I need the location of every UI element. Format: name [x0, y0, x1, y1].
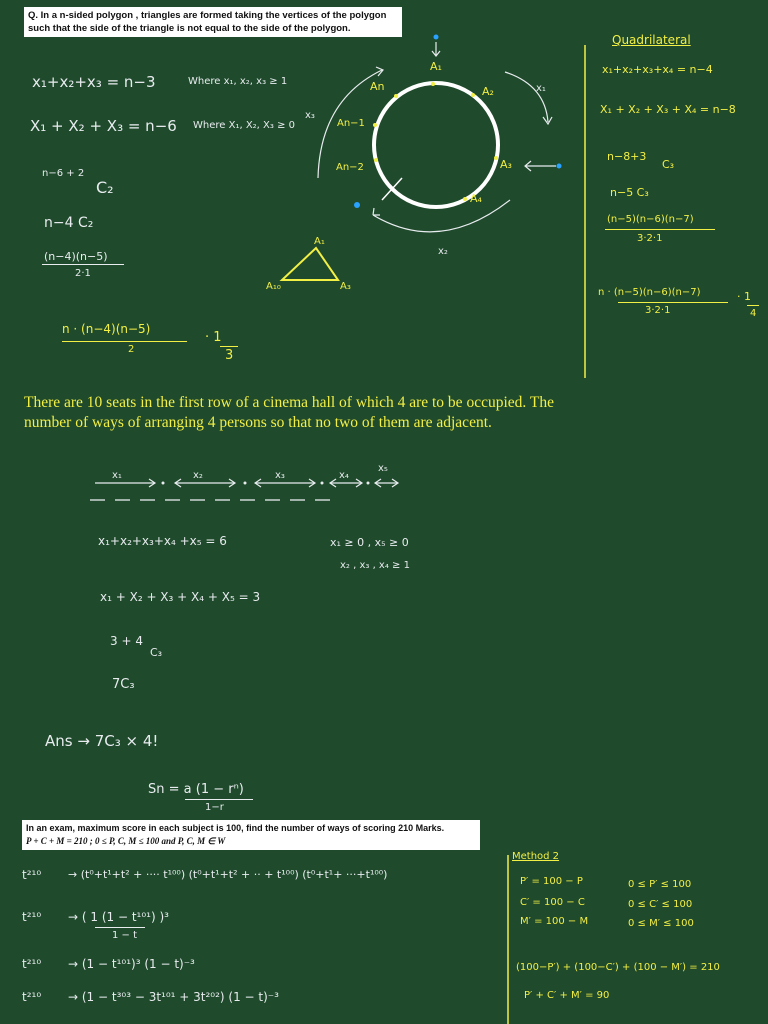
cinema-cond2: x₂ , x₃ , x₄ ≥ 1: [340, 560, 410, 571]
eq-final-den: 2: [128, 344, 135, 355]
label-a1: A₁: [430, 60, 442, 73]
exam-r2: → ( 1 (1 − t¹⁰¹) )³: [68, 910, 169, 924]
question-line-1: Q. In a n-sided polygon , triangles are formed taking the vertices of the polygon: [28, 10, 387, 21]
quad-eq5-num: (n−5)(n−6)(n−7): [607, 214, 694, 225]
exam-r2-line: [95, 927, 145, 928]
exam-r2-den: 1 − t: [112, 930, 138, 941]
sn-den: 1−r: [205, 802, 224, 813]
tri-label-a1: A₁: [314, 236, 325, 247]
gap-x3: x₃: [275, 470, 285, 481]
eq-frac-den: 2·1: [75, 268, 91, 279]
quad-eq6-mult: · 1: [737, 290, 751, 303]
eq-n6-plus-2: n−6 + 2: [42, 168, 85, 179]
exam-r4-lhs: t²¹⁰: [22, 990, 42, 1004]
exam-line-1: In an exam, maximum score in each subject is 100, find the number of ways of scoring 210 Marks.: [26, 823, 445, 833]
method-m-prime: M′ = 100 − M: [520, 916, 589, 927]
cinema-eq4: 7C₃: [112, 677, 135, 692]
quad-eq6-mult-den: 4: [750, 308, 757, 319]
quadrilateral-title: Quadrilateral: [612, 33, 691, 47]
eq-final-num: n · (n−4)(n−5): [62, 322, 151, 336]
method-sum-210: (100−P′) + (100−C′) + (100 − M′) = 210: [516, 962, 720, 973]
quad-eq2: X₁ + X₂ + X₃ + X₄ = n−8: [600, 103, 736, 116]
eq-sum-n3-condition: Where x₁, x₂, x₃ ≥ 1: [188, 76, 288, 87]
eq-final-mult-line: [220, 346, 238, 347]
gap-x2: x₂: [193, 470, 203, 481]
quad-eq1: x₁+x₂+x₃+x₄ = n−4: [602, 63, 713, 76]
method-p-prime: P′ = 100 − P: [520, 876, 583, 887]
quad-eq3: n−8+3: [607, 150, 647, 163]
gap-x4: x₄: [339, 470, 349, 481]
quad-eq5-den: 3·2·1: [637, 233, 663, 244]
cinema-line-2: number of ways of arranging 4 persons so that no two of them are adjacent.: [24, 414, 492, 431]
sn-formula: Sn = a (1 − rⁿ): [148, 782, 244, 797]
method-c-prime: C′ = 100 − C: [520, 897, 585, 908]
exam-r3-lhs: t²¹⁰: [22, 957, 42, 971]
method-p-range: 0 ≤ P′ ≤ 100: [628, 879, 692, 890]
label-a3: A₃: [500, 158, 512, 171]
label-a4: A₄: [470, 192, 482, 205]
label-an-1: An−1: [337, 118, 365, 129]
method-c-range: 0 ≤ C′ ≤ 100: [628, 899, 693, 910]
quad-eq5-line: [605, 229, 715, 230]
gap-x1: x₁: [112, 470, 122, 481]
eq-final-mult: · 1: [205, 330, 222, 345]
cinema-problem: [24, 393, 624, 433]
tri-label-a10: A₁₀: [266, 281, 281, 292]
exam-line-2: P + C + M = 210 ; 0 ≤ P, C, M ≤ 100 and P, C, M ∈ W: [26, 836, 226, 846]
quad-eq6: n · (n−5)(n−6)(n−7): [598, 287, 701, 298]
gap-x5: x₅: [378, 463, 388, 474]
exam-r4: → (1 − t³⁰³ − 3t¹⁰¹ + 3t²⁰²) (1 − t)⁻³: [68, 990, 279, 1004]
quad-eq4: n−5 C₃: [610, 186, 649, 199]
method-m-range: 0 ≤ M′ ≤ 100: [628, 918, 694, 929]
quad-eq3-c: C₃: [662, 158, 675, 171]
exam-problem-box: [22, 820, 480, 850]
question-line-2: such that the side of the triangle is not equal to the side of the polygon.: [28, 23, 351, 34]
eq-frac-num: (n−4)(n−5): [44, 250, 108, 263]
sn-line: [185, 799, 253, 800]
question-box-polygon: [24, 7, 402, 37]
label-a2: A₂: [482, 85, 494, 98]
eq-sum-n3: x₁+x₂+x₃ = n−3: [32, 73, 156, 91]
eq-sum-n6-condition: Where X₁, X₂, X₃ ≥ 0: [193, 120, 295, 131]
cinema-cond1: x₁ ≥ 0 , x₅ ≥ 0: [330, 536, 409, 549]
eq-final-line: [62, 341, 187, 342]
cinema-eq1: x₁+x₂+x₃+x₄ +x₅ = 6: [98, 534, 227, 548]
cinema-line-1: There are 10 seats in the first row of a cinema hall of which 4 are to be occupied. The: [24, 394, 554, 411]
quad-eq6-den: 3·2·1: [645, 305, 671, 316]
exam-r1-lhs: t²¹⁰: [22, 868, 42, 882]
eq-n4-c2: n−4 C₂: [44, 215, 94, 231]
eq-final-mult-den: 3: [225, 348, 234, 363]
label-x1: x₁: [536, 83, 546, 94]
tri-label-a3: A₃: [340, 281, 351, 292]
quad-eq6-line: [618, 302, 728, 303]
eq-frac-line: [42, 264, 124, 265]
label-an: An: [370, 80, 385, 93]
label-x2: x₂: [438, 246, 448, 257]
cinema-eq2: x₁ + X₂ + X₃ + X₄ + X₅ = 3: [100, 590, 261, 604]
exam-r3: → (1 − t¹⁰¹)³ (1 − t)⁻³: [68, 957, 195, 971]
eq-c2: C₂: [96, 178, 114, 197]
exam-r2-lhs: t²¹⁰: [22, 910, 42, 924]
quad-eq6-mult-line: [747, 305, 759, 306]
exam-r1: → (t⁰+t¹+t² + ···· t¹⁰⁰) (t⁰+t¹+t² + ·· + t¹⁰⁰) (t⁰+t¹+ ···+t¹⁰⁰): [68, 868, 388, 881]
cinema-eq3-c: C₃: [150, 646, 163, 659]
eq-sum-n6: X₁ + X₂ + X₃ = n−6: [30, 117, 177, 135]
cinema-eq3: 3 + 4: [110, 634, 143, 648]
method-2-title: Method 2: [512, 851, 560, 862]
label-x3: x₃: [305, 110, 315, 121]
label-an-2: An−2: [336, 162, 364, 173]
method-sum-90: P′ + C′ + M′ = 90: [524, 990, 610, 1001]
cinema-answer: Ans → 7C₃ × 4!: [45, 732, 159, 750]
